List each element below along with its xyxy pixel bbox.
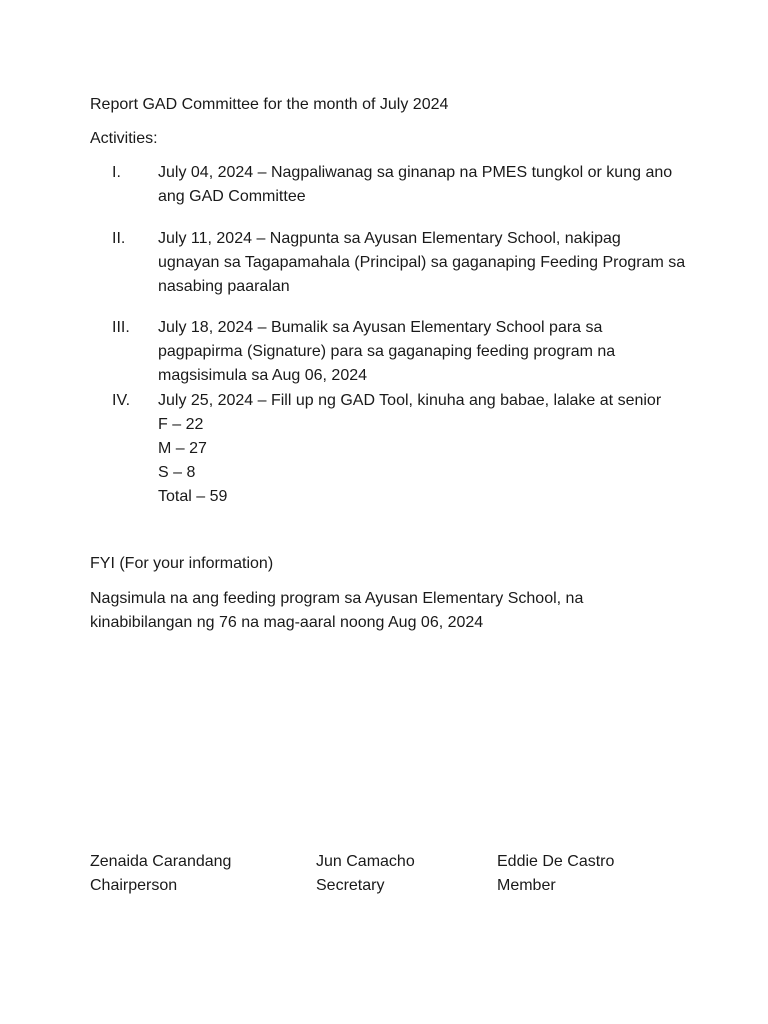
activity-line: ang GAD Committee	[158, 188, 306, 205]
activity-text	[158, 161, 688, 209]
report-title: Report GAD Committee for the month of July 2024	[90, 96, 449, 113]
activity-text	[158, 389, 688, 509]
activity-line: magsisimula sa Aug 06, 2024	[158, 367, 368, 384]
fyi-paragraph-line: Nagsimula na ang feeding program sa Ayusan Elementary School, na	[90, 590, 584, 607]
signatory-member	[497, 850, 614, 898]
activity-numeral: III.	[112, 319, 130, 336]
signatory-role: Secretary	[316, 877, 385, 894]
tally-total: Total – 59	[158, 488, 228, 505]
signatory-chairperson	[90, 850, 231, 898]
activity-line: July 18, 2024 – Bumalik sa Ayusan Elementary School para sa	[158, 319, 603, 336]
signatory-name: Eddie De Castro	[497, 853, 615, 870]
activity-numeral: IV.	[112, 392, 131, 409]
fyi-paragraph-line: kinabibilangan ng 76 na mag-aaral noong Aug 06, 2024	[90, 614, 484, 631]
signatory-name: Jun Camacho	[316, 853, 415, 870]
fyi-heading: FYI (For your information)	[90, 555, 274, 572]
activity-text	[158, 227, 688, 299]
activity-numeral: I.	[112, 164, 121, 181]
signatory-name: Zenaida Carandang	[90, 853, 232, 870]
activity-line: July 04, 2024 – Nagpaliwanag sa ginanap na PMES tungkol or kung ano	[158, 164, 673, 181]
signatory-role: Chairperson	[90, 877, 178, 894]
activity-numeral: II.	[112, 230, 126, 247]
tally-female: F – 22	[158, 416, 204, 433]
activity-line: pagpapirma (Signature) para sa gaganaping feeding program na	[158, 343, 616, 360]
activities-heading: Activities:	[90, 130, 158, 147]
activity-line: ugnayan sa Tagapamahala (Principal) sa gaganaping Feeding Program sa	[158, 254, 686, 271]
tally-senior: S – 8	[158, 464, 196, 481]
activity-line: nasabing paaralan	[158, 278, 290, 295]
activity-text	[158, 316, 688, 388]
tally-male: M – 27	[158, 440, 207, 457]
signatory-secretary	[316, 850, 415, 898]
activity-line: July 11, 2024 – Nagpunta sa Ayusan Elementary School, nakipag	[158, 230, 621, 247]
activity-line: July 25, 2024 – Fill up ng GAD Tool, kinuha ang babae, lalake at senior	[158, 392, 662, 409]
signatory-role: Member	[497, 877, 556, 894]
